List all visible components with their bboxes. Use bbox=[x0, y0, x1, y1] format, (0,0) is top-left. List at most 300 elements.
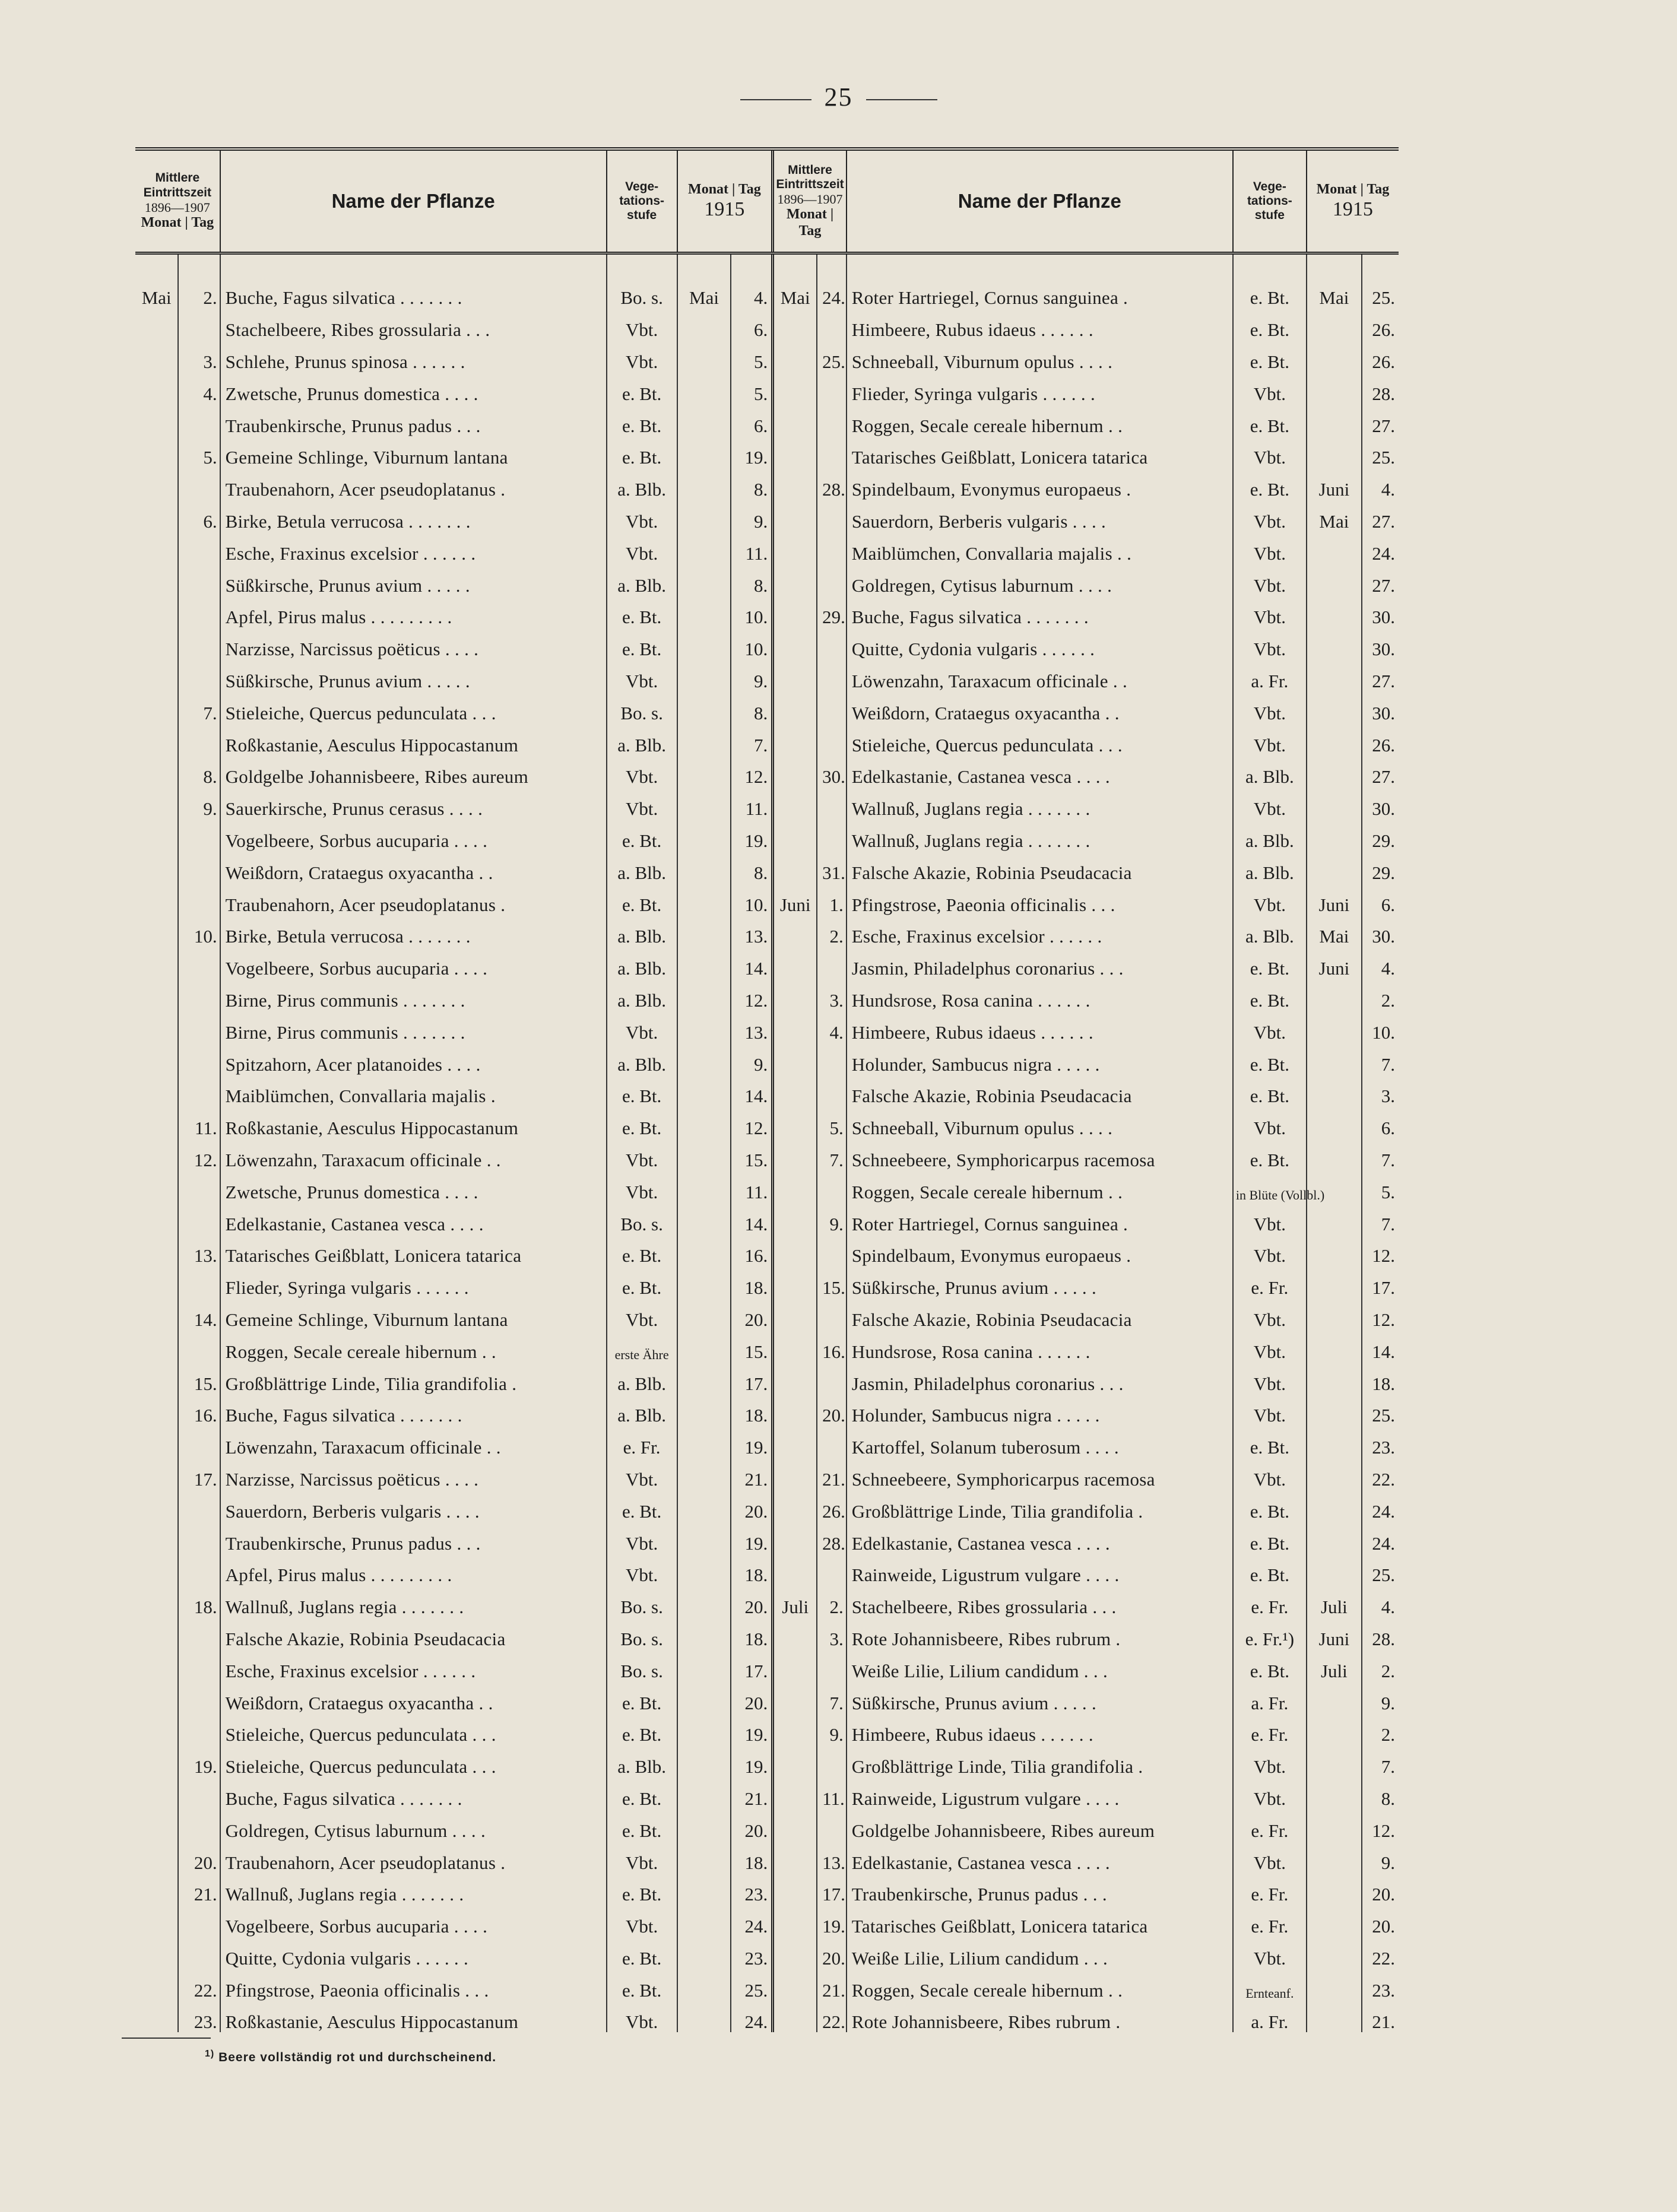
plant-name-cell: Jasmin, Philadelphus coronarius . . . bbox=[847, 947, 1233, 979]
plant-name-cell: Sauerdorn, Berberis vulgaris . . . . bbox=[847, 500, 1233, 532]
stage-cell: e. Bt. bbox=[1233, 1649, 1307, 1681]
stage-cell: Vbt. bbox=[1233, 1745, 1307, 1777]
stage-cell: Vbt. bbox=[607, 340, 677, 372]
plant-name-cell: Stieleiche, Quercus pedunculata . . . bbox=[220, 1745, 607, 1777]
stage-cell: e. Bt. bbox=[607, 1808, 677, 1840]
month-1915-cell bbox=[677, 1170, 731, 1202]
stage-cell: e. Bt. bbox=[607, 1681, 677, 1713]
month-1915-cell bbox=[677, 1202, 731, 1234]
mean-day-cell: 28. bbox=[817, 1521, 847, 1553]
stage-cell: Vbt. bbox=[1233, 1840, 1307, 1873]
mean-day-cell: 4. bbox=[817, 1011, 847, 1043]
table-row bbox=[135, 1777, 1399, 1809]
mean-day-cell bbox=[178, 1074, 220, 1106]
stage-cell: Bo. s. bbox=[607, 691, 677, 723]
month-1915-cell bbox=[677, 1458, 731, 1490]
day-1915-cell: 19. bbox=[731, 436, 772, 468]
month-1915-cell bbox=[1307, 1074, 1362, 1106]
stage-cell: a. Fr. bbox=[1233, 1681, 1307, 1713]
stage-cell: e. Bt. bbox=[607, 1873, 677, 1905]
stage-cell: Vbt. bbox=[607, 1553, 677, 1585]
plant-name-cell: Sauerdorn, Berberis vulgaris . . . . bbox=[220, 1489, 607, 1521]
plant-name-cell: Himbeere, Rubus idaeus . . . . . . bbox=[847, 308, 1233, 340]
month-1915-cell bbox=[1307, 308, 1362, 340]
mean-month-cell bbox=[773, 1808, 817, 1840]
day-1915-cell: 5. bbox=[731, 340, 772, 372]
plant-name-cell: Quitte, Cydonia vulgaris . . . . . . bbox=[220, 1937, 607, 1969]
plant-name-cell: Stachelbeere, Ribes grossularia . . . bbox=[220, 308, 607, 340]
mean-day-cell: 28. bbox=[817, 468, 847, 500]
mean-month-cell bbox=[773, 1937, 817, 1969]
stage-cell: Vbt. bbox=[1233, 787, 1307, 819]
plant-name-cell: Maiblümchen, Convallaria majalis . bbox=[220, 1074, 607, 1106]
mean-month-cell bbox=[773, 755, 817, 787]
footnote bbox=[205, 2049, 496, 2065]
mean-day-cell: 1. bbox=[817, 883, 847, 915]
stage-cell: a. Blb. bbox=[607, 915, 677, 947]
mean-day-cell: 18. bbox=[178, 1585, 220, 1617]
mean-month-cell bbox=[135, 691, 178, 723]
day-1915-cell: 10. bbox=[731, 595, 772, 627]
mean-day-cell bbox=[817, 532, 847, 564]
day-1915-cell: 2. bbox=[1362, 979, 1399, 1011]
header-mittlere-eintrittszeit: Mittlere Eintrittszeit 1896—1907 Monat | Tag bbox=[135, 149, 220, 253]
stage-cell: a. Blb. bbox=[1233, 915, 1307, 947]
day-1915-cell: 14. bbox=[731, 1074, 772, 1106]
month-1915-cell bbox=[677, 1968, 731, 2000]
day-1915-cell: 25. bbox=[731, 1968, 772, 2000]
mean-day-cell: 13. bbox=[178, 1234, 220, 1266]
mean-month-cell bbox=[773, 915, 817, 947]
stage-cell: e. Bt. bbox=[607, 1777, 677, 1809]
plant-name-cell: Hundsrose, Rosa canina . . . . . . bbox=[847, 1330, 1233, 1362]
day-1915-cell: 9. bbox=[731, 1042, 772, 1074]
month-1915-cell bbox=[677, 1840, 731, 1873]
mean-month-cell bbox=[135, 1553, 178, 1585]
mean-day-cell bbox=[817, 1074, 847, 1106]
table-row bbox=[135, 851, 1399, 883]
day-1915-cell: 23. bbox=[1362, 1968, 1399, 2000]
plant-name-cell: Falsche Akazie, Robinia Pseudacacia bbox=[847, 1074, 1233, 1106]
mean-day-cell: 3. bbox=[817, 1617, 847, 1649]
mean-day-cell bbox=[817, 372, 847, 404]
mean-day-cell: 26. bbox=[817, 1489, 847, 1521]
mean-day-cell: 29. bbox=[817, 595, 847, 627]
plant-name-cell: Apfel, Pirus malus . . . . . . . . . bbox=[220, 595, 607, 627]
page-number bbox=[0, 82, 1677, 112]
mean-month-cell bbox=[773, 1106, 817, 1138]
day-1915-cell: 5. bbox=[1362, 1170, 1399, 1202]
mean-month-cell bbox=[773, 1840, 817, 1873]
stage-cell: a. Fr. bbox=[1233, 2000, 1307, 2032]
mean-day-cell bbox=[178, 1937, 220, 1969]
day-1915-cell: 12. bbox=[1362, 1298, 1399, 1330]
table-row bbox=[135, 436, 1399, 468]
month-1915-cell bbox=[1307, 1937, 1362, 1969]
day-1915-cell: 22. bbox=[1362, 1458, 1399, 1490]
plant-name-cell: Stachelbeere, Ribes grossularia . . . bbox=[847, 1585, 1233, 1617]
month-1915-cell bbox=[677, 1330, 731, 1362]
mean-day-cell bbox=[817, 436, 847, 468]
month-1915-cell bbox=[677, 1138, 731, 1170]
mean-month-cell bbox=[135, 1426, 178, 1458]
stage-cell: in Blüte (Vollbl.) bbox=[1233, 1170, 1307, 1202]
month-1915-cell bbox=[677, 627, 731, 659]
month-1915-cell bbox=[1307, 1553, 1362, 1585]
day-1915-cell: 18. bbox=[731, 1394, 772, 1426]
stage-cell: e. Bt. bbox=[1233, 1489, 1307, 1521]
stage-cell: Vbt. bbox=[1233, 1106, 1307, 1138]
month-1915-cell bbox=[1307, 1234, 1362, 1266]
day-1915-cell: 27. bbox=[1362, 404, 1399, 436]
month-1915-cell bbox=[1307, 563, 1362, 595]
day-1915-cell: 14. bbox=[731, 947, 772, 979]
mean-day-cell bbox=[178, 1553, 220, 1585]
mean-day-cell bbox=[178, 1521, 220, 1553]
day-1915-cell: 20. bbox=[1362, 1873, 1399, 1905]
table-row bbox=[135, 1426, 1399, 1458]
mean-month-cell bbox=[135, 1585, 178, 1617]
stage-cell: e. Fr. bbox=[1233, 1905, 1307, 1937]
stage-cell: Vbt. bbox=[607, 1840, 677, 1873]
table-row bbox=[135, 532, 1399, 564]
mean-month-cell bbox=[773, 500, 817, 532]
plant-name-cell: Schneebeere, Symphoricarpus racemosa bbox=[847, 1138, 1233, 1170]
stage-cell: e. Bt. bbox=[1233, 308, 1307, 340]
mean-month-cell bbox=[773, 1234, 817, 1266]
stage-cell: e. Bt. bbox=[1233, 979, 1307, 1011]
mean-month-cell: Mai bbox=[141, 287, 172, 309]
day-1915-cell: 4. bbox=[1362, 947, 1399, 979]
month-1915-cell bbox=[677, 1713, 731, 1745]
month-1915-cell bbox=[677, 532, 731, 564]
stage-cell: Vbt. bbox=[1233, 627, 1307, 659]
plant-name-cell: Edelkastanie, Castanea vesca . . . . bbox=[847, 755, 1233, 787]
plant-name-cell: Roßkastanie, Aesculus Hippocastanum bbox=[220, 2000, 607, 2032]
mean-day-cell bbox=[178, 1489, 220, 1521]
month-1915-cell bbox=[677, 1489, 731, 1521]
day-1915-cell: 17. bbox=[731, 1649, 772, 1681]
stage-cell: Vbt. bbox=[607, 532, 677, 564]
stage-cell: Bo. s. bbox=[607, 1202, 677, 1234]
stage-cell: e. Bt. bbox=[1233, 1042, 1307, 1074]
plant-name-cell: Birne, Pirus communis . . . . . . . bbox=[220, 979, 607, 1011]
stage-cell: Vbt. bbox=[1233, 1234, 1307, 1266]
table-row bbox=[135, 1170, 1399, 1202]
stage-cell: Vbt. bbox=[607, 1170, 677, 1202]
month-1915-cell bbox=[1307, 1394, 1362, 1426]
mean-day-cell: 8. bbox=[178, 755, 220, 787]
day-1915-cell: 19. bbox=[731, 1713, 772, 1745]
day-1915-cell: 23. bbox=[731, 1937, 772, 1969]
month-1915-cell bbox=[677, 1394, 731, 1426]
mean-day-cell bbox=[178, 404, 220, 436]
table-row bbox=[135, 1106, 1399, 1138]
mean-month-cell bbox=[773, 1553, 817, 1585]
plant-name-cell: Roggen, Secale cereale hibernum . . bbox=[220, 1330, 607, 1362]
day-1915-cell: 4. bbox=[1362, 1585, 1399, 1617]
stage-cell: Vbt. bbox=[1233, 883, 1307, 915]
mean-month-cell bbox=[773, 947, 817, 979]
day-1915-cell: 18. bbox=[731, 1617, 772, 1649]
mean-day-cell bbox=[178, 819, 220, 851]
day-1915-cell: 7. bbox=[731, 723, 772, 755]
stage-cell: a. Blb. bbox=[607, 1394, 677, 1426]
mean-day-cell: 11. bbox=[817, 1777, 847, 1809]
table-row bbox=[135, 1138, 1399, 1170]
month-1915-cell bbox=[1307, 1777, 1362, 1809]
mean-month-cell bbox=[773, 979, 817, 1011]
mean-month-cell bbox=[135, 404, 178, 436]
stage-cell: e. Bt. bbox=[607, 1968, 677, 2000]
mean-month-cell bbox=[135, 1011, 178, 1043]
mean-month-cell bbox=[135, 659, 178, 691]
table-row bbox=[135, 1489, 1399, 1521]
day-1915-cell: 8. bbox=[731, 468, 772, 500]
month-1915-cell bbox=[1307, 372, 1362, 404]
table-row bbox=[135, 1266, 1399, 1298]
plant-name-cell: Himbeere, Rubus idaeus . . . . . . bbox=[847, 1713, 1233, 1745]
stage-cell: a. Blb. bbox=[607, 851, 677, 883]
mean-month-cell bbox=[135, 883, 178, 915]
plant-name-cell: Tatarisches Geißblatt, Lonicera tatarica bbox=[220, 1234, 607, 1266]
plant-name-cell: Stieleiche, Quercus pedunculata . . . bbox=[220, 691, 607, 723]
mean-month-cell bbox=[773, 532, 817, 564]
month-1915-cell bbox=[677, 1011, 731, 1043]
month-1915-cell bbox=[677, 372, 731, 404]
mean-day-cell bbox=[817, 1362, 847, 1394]
plant-name-cell: Holunder, Sambucus nigra . . . . . bbox=[847, 1042, 1233, 1074]
mean-day-cell bbox=[178, 1266, 220, 1298]
mean-month-cell bbox=[773, 1905, 817, 1937]
stage-cell: e. Bt. bbox=[607, 1074, 677, 1106]
month-1915-cell bbox=[1307, 1138, 1362, 1170]
mean-day-cell: 16. bbox=[178, 1394, 220, 1426]
mean-month-cell bbox=[135, 436, 178, 468]
plant-name-cell: Falsche Akazie, Robinia Pseudacacia bbox=[847, 1298, 1233, 1330]
footnote-text: Beere vollständig rot und durchscheinend. bbox=[218, 2051, 497, 2064]
mean-day-cell: 7. bbox=[817, 1138, 847, 1170]
plant-name-cell: Vogelbeere, Sorbus aucuparia . . . . bbox=[220, 819, 607, 851]
divider bbox=[866, 99, 937, 100]
mean-day-cell: 17. bbox=[178, 1458, 220, 1490]
day-1915-cell: 25. bbox=[1362, 1394, 1399, 1426]
month-1915-cell bbox=[677, 1649, 731, 1681]
mean-day-cell: 21. bbox=[178, 1873, 220, 1905]
mean-month-cell bbox=[773, 1330, 817, 1362]
plant-name-cell: Himbeere, Rubus idaeus . . . . . . bbox=[847, 1011, 1233, 1043]
month-1915-cell bbox=[677, 595, 731, 627]
day-1915-cell: 5. bbox=[731, 372, 772, 404]
day-1915-cell: 30. bbox=[1362, 691, 1399, 723]
day-1915-cell: 18. bbox=[731, 1840, 772, 1873]
stage-cell: Vbt. bbox=[1233, 532, 1307, 564]
day-1915-cell: 22. bbox=[1362, 1937, 1399, 1969]
mean-month-cell bbox=[135, 915, 178, 947]
mean-day-cell: 12. bbox=[178, 1138, 220, 1170]
day-1915-cell: 10. bbox=[731, 627, 772, 659]
mean-day-cell bbox=[178, 1011, 220, 1043]
month-1915-cell: Mai bbox=[1307, 915, 1362, 947]
plant-name-cell: Weiße Lilie, Lilium candidum . . . bbox=[847, 1649, 1233, 1681]
plant-name-cell: Löwenzahn, Taraxacum officinale . . bbox=[220, 1138, 607, 1170]
plant-name-cell: Traubenahorn, Acer pseudoplatanus . bbox=[220, 1840, 607, 1873]
mean-month-cell bbox=[135, 1617, 178, 1649]
mean-day-cell: 24. bbox=[817, 253, 847, 309]
plant-name-cell: Narzisse, Narcissus poëticus . . . . bbox=[220, 1458, 607, 1490]
table-row bbox=[135, 883, 1399, 915]
plant-name-cell: Schneeball, Viburnum opulus . . . . bbox=[847, 1106, 1233, 1138]
table-row bbox=[135, 1458, 1399, 1490]
stage-cell: e. Bt. bbox=[1233, 253, 1307, 309]
mean-month-cell bbox=[135, 1106, 178, 1138]
plant-name-cell: Falsche Akazie, Robinia Pseudacacia bbox=[847, 851, 1233, 883]
table-row bbox=[135, 1394, 1399, 1426]
plant-name-cell: Buche, Fagus silvatica . . . . . . . bbox=[220, 1777, 607, 1809]
plant-name-cell: Roter Hartriegel, Cornus sanguinea . bbox=[847, 1202, 1233, 1234]
day-1915-cell: 11. bbox=[731, 787, 772, 819]
month-1915-cell bbox=[677, 659, 731, 691]
day-1915-cell: 11. bbox=[731, 1170, 772, 1202]
day-1915-cell: 2. bbox=[1362, 1649, 1399, 1681]
table-body bbox=[135, 253, 1399, 2033]
table-row bbox=[135, 1713, 1399, 1745]
day-1915-cell: 29. bbox=[1362, 819, 1399, 851]
table-row bbox=[135, 947, 1399, 979]
plant-name-cell: Roggen, Secale cereale hibernum . . bbox=[847, 1968, 1233, 2000]
mean-day-cell: 5. bbox=[178, 436, 220, 468]
plant-name-cell: Falsche Akazie, Robinia Pseudacacia bbox=[220, 1617, 607, 1649]
plant-name-cell: Löwenzahn, Taraxacum officinale . . bbox=[220, 1426, 607, 1458]
plant-name-cell: Stieleiche, Quercus pedunculata . . . bbox=[847, 723, 1233, 755]
plant-name-cell: Gemeine Schlinge, Viburnum lantana bbox=[220, 436, 607, 468]
month-1915-cell: Mai bbox=[677, 253, 731, 309]
month-1915-cell bbox=[1307, 340, 1362, 372]
mean-day-cell bbox=[178, 563, 220, 595]
mean-month-cell bbox=[773, 1617, 817, 1649]
month-1915-cell bbox=[1307, 1298, 1362, 1330]
mean-month-cell bbox=[135, 1362, 178, 1394]
day-1915-cell: 15. bbox=[731, 1138, 772, 1170]
day-1915-cell: 11. bbox=[731, 532, 772, 564]
mean-day-cell bbox=[817, 819, 847, 851]
stage-cell: e. Bt. bbox=[607, 819, 677, 851]
plant-name-cell: Traubenkirsche, Prunus padus . . . bbox=[220, 404, 607, 436]
mean-day-cell bbox=[817, 1553, 847, 1585]
stage-cell: Vbt. bbox=[607, 1011, 677, 1043]
stage-cell: Vbt. bbox=[607, 1138, 677, 1170]
mean-day-cell bbox=[178, 1777, 220, 1809]
mean-month-cell bbox=[135, 1745, 178, 1777]
stage-cell: a. Blb. bbox=[607, 979, 677, 1011]
plant-name-cell: Roßkastanie, Aesculus Hippocastanum bbox=[220, 1106, 607, 1138]
plant-name-cell: Wallnuß, Juglans regia . . . . . . . bbox=[847, 787, 1233, 819]
mean-month-cell bbox=[773, 1521, 817, 1553]
table-row bbox=[135, 595, 1399, 627]
stage-cell: e. Fr. bbox=[1233, 1873, 1307, 1905]
month-1915-cell bbox=[1307, 1840, 1362, 1873]
plant-name-cell: Buche, Fagus silvatica . . . . . . . bbox=[220, 1394, 607, 1426]
mean-day-cell: 17. bbox=[817, 1873, 847, 1905]
plant-name-cell: Sauerkirsche, Prunus cerasus . . . . bbox=[220, 787, 607, 819]
stage-cell: Vbt. bbox=[607, 308, 677, 340]
plant-name-cell: Esche, Fraxinus excelsior . . . . . . bbox=[220, 1649, 607, 1681]
plant-name-cell: Goldgelbe Johannisbeere, Ribes aureum bbox=[220, 755, 607, 787]
mean-month-cell bbox=[135, 1138, 178, 1170]
month-1915-cell bbox=[677, 915, 731, 947]
month-1915-cell: Juni bbox=[1307, 1617, 1362, 1649]
plant-name-cell: Pfingstrose, Paeonia officinalis . . . bbox=[220, 1968, 607, 2000]
plant-name-cell: Schlehe, Prunus spinosa . . . . . . bbox=[220, 340, 607, 372]
mean-day-cell: 23. bbox=[178, 2000, 220, 2032]
mean-day-cell bbox=[178, 1330, 220, 1362]
month-1915-cell bbox=[1307, 595, 1362, 627]
mean-month-cell bbox=[773, 436, 817, 468]
stage-cell: erste Ähre bbox=[607, 1330, 677, 1362]
day-1915-cell: 8. bbox=[731, 851, 772, 883]
plant-name-cell: Traubenahorn, Acer pseudoplatanus . bbox=[220, 468, 607, 500]
day-1915-cell: 7. bbox=[1362, 1042, 1399, 1074]
day-1915-cell: 27. bbox=[1362, 755, 1399, 787]
plant-name-cell: Goldregen, Cytisus laburnum . . . . bbox=[220, 1808, 607, 1840]
plant-name-cell: Tatarisches Geißblatt, Lonicera tatarica bbox=[847, 1905, 1233, 1937]
table-row bbox=[135, 372, 1399, 404]
stage-cell: a. Blb. bbox=[1233, 819, 1307, 851]
plant-name-cell: Buche, Fagus silvatica . . . . . . . bbox=[220, 253, 607, 309]
month-1915-cell bbox=[1307, 787, 1362, 819]
mean-day-cell: 7. bbox=[178, 691, 220, 723]
mean-day-cell: 20. bbox=[817, 1937, 847, 1969]
table-row bbox=[135, 627, 1399, 659]
day-1915-cell: 10. bbox=[1362, 1011, 1399, 1043]
table-row bbox=[135, 253, 1399, 309]
mean-month-cell bbox=[773, 1011, 817, 1043]
mean-month-cell bbox=[773, 308, 817, 340]
month-1915-cell bbox=[677, 1905, 731, 1937]
month-1915-cell bbox=[1307, 1202, 1362, 1234]
mean-day-cell: 10. bbox=[178, 915, 220, 947]
mean-month-cell bbox=[135, 979, 178, 1011]
day-1915-cell: 24. bbox=[731, 1905, 772, 1937]
month-1915-cell bbox=[677, 563, 731, 595]
plant-name-cell: Spitzahorn, Acer platanoides . . . . bbox=[220, 1042, 607, 1074]
month-1915-cell bbox=[1307, 659, 1362, 691]
table-row bbox=[135, 979, 1399, 1011]
day-1915-cell: 2. bbox=[1362, 1713, 1399, 1745]
mean-day-cell: 21. bbox=[817, 1968, 847, 2000]
plant-name-cell: Zwetsche, Prunus domestica . . . . bbox=[220, 372, 607, 404]
month-1915-cell bbox=[677, 468, 731, 500]
day-1915-cell: 20. bbox=[731, 1585, 772, 1617]
mean-month-cell bbox=[773, 563, 817, 595]
plant-name-cell: Spindelbaum, Evonymus europaeus . bbox=[847, 1234, 1233, 1266]
day-1915-cell: 20. bbox=[731, 1681, 772, 1713]
month-1915-cell bbox=[677, 1362, 731, 1394]
month-1915-cell bbox=[1307, 1042, 1362, 1074]
month-1915-cell bbox=[1307, 532, 1362, 564]
plant-name-cell: Roter Hartriegel, Cornus sanguinea . bbox=[847, 253, 1233, 309]
footnote-divider bbox=[122, 2038, 211, 2039]
month-1915-cell bbox=[677, 947, 731, 979]
table-row bbox=[135, 1873, 1399, 1905]
mean-day-cell: 2. bbox=[817, 1585, 847, 1617]
stage-cell: Bo. s. bbox=[607, 253, 677, 309]
stage-cell: Vbt. bbox=[607, 1521, 677, 1553]
header-1915: Monat | Tag 1915 bbox=[1307, 149, 1399, 253]
day-1915-cell: 30. bbox=[1362, 915, 1399, 947]
day-1915-cell: 20. bbox=[731, 1808, 772, 1840]
mean-day-cell bbox=[178, 1426, 220, 1458]
